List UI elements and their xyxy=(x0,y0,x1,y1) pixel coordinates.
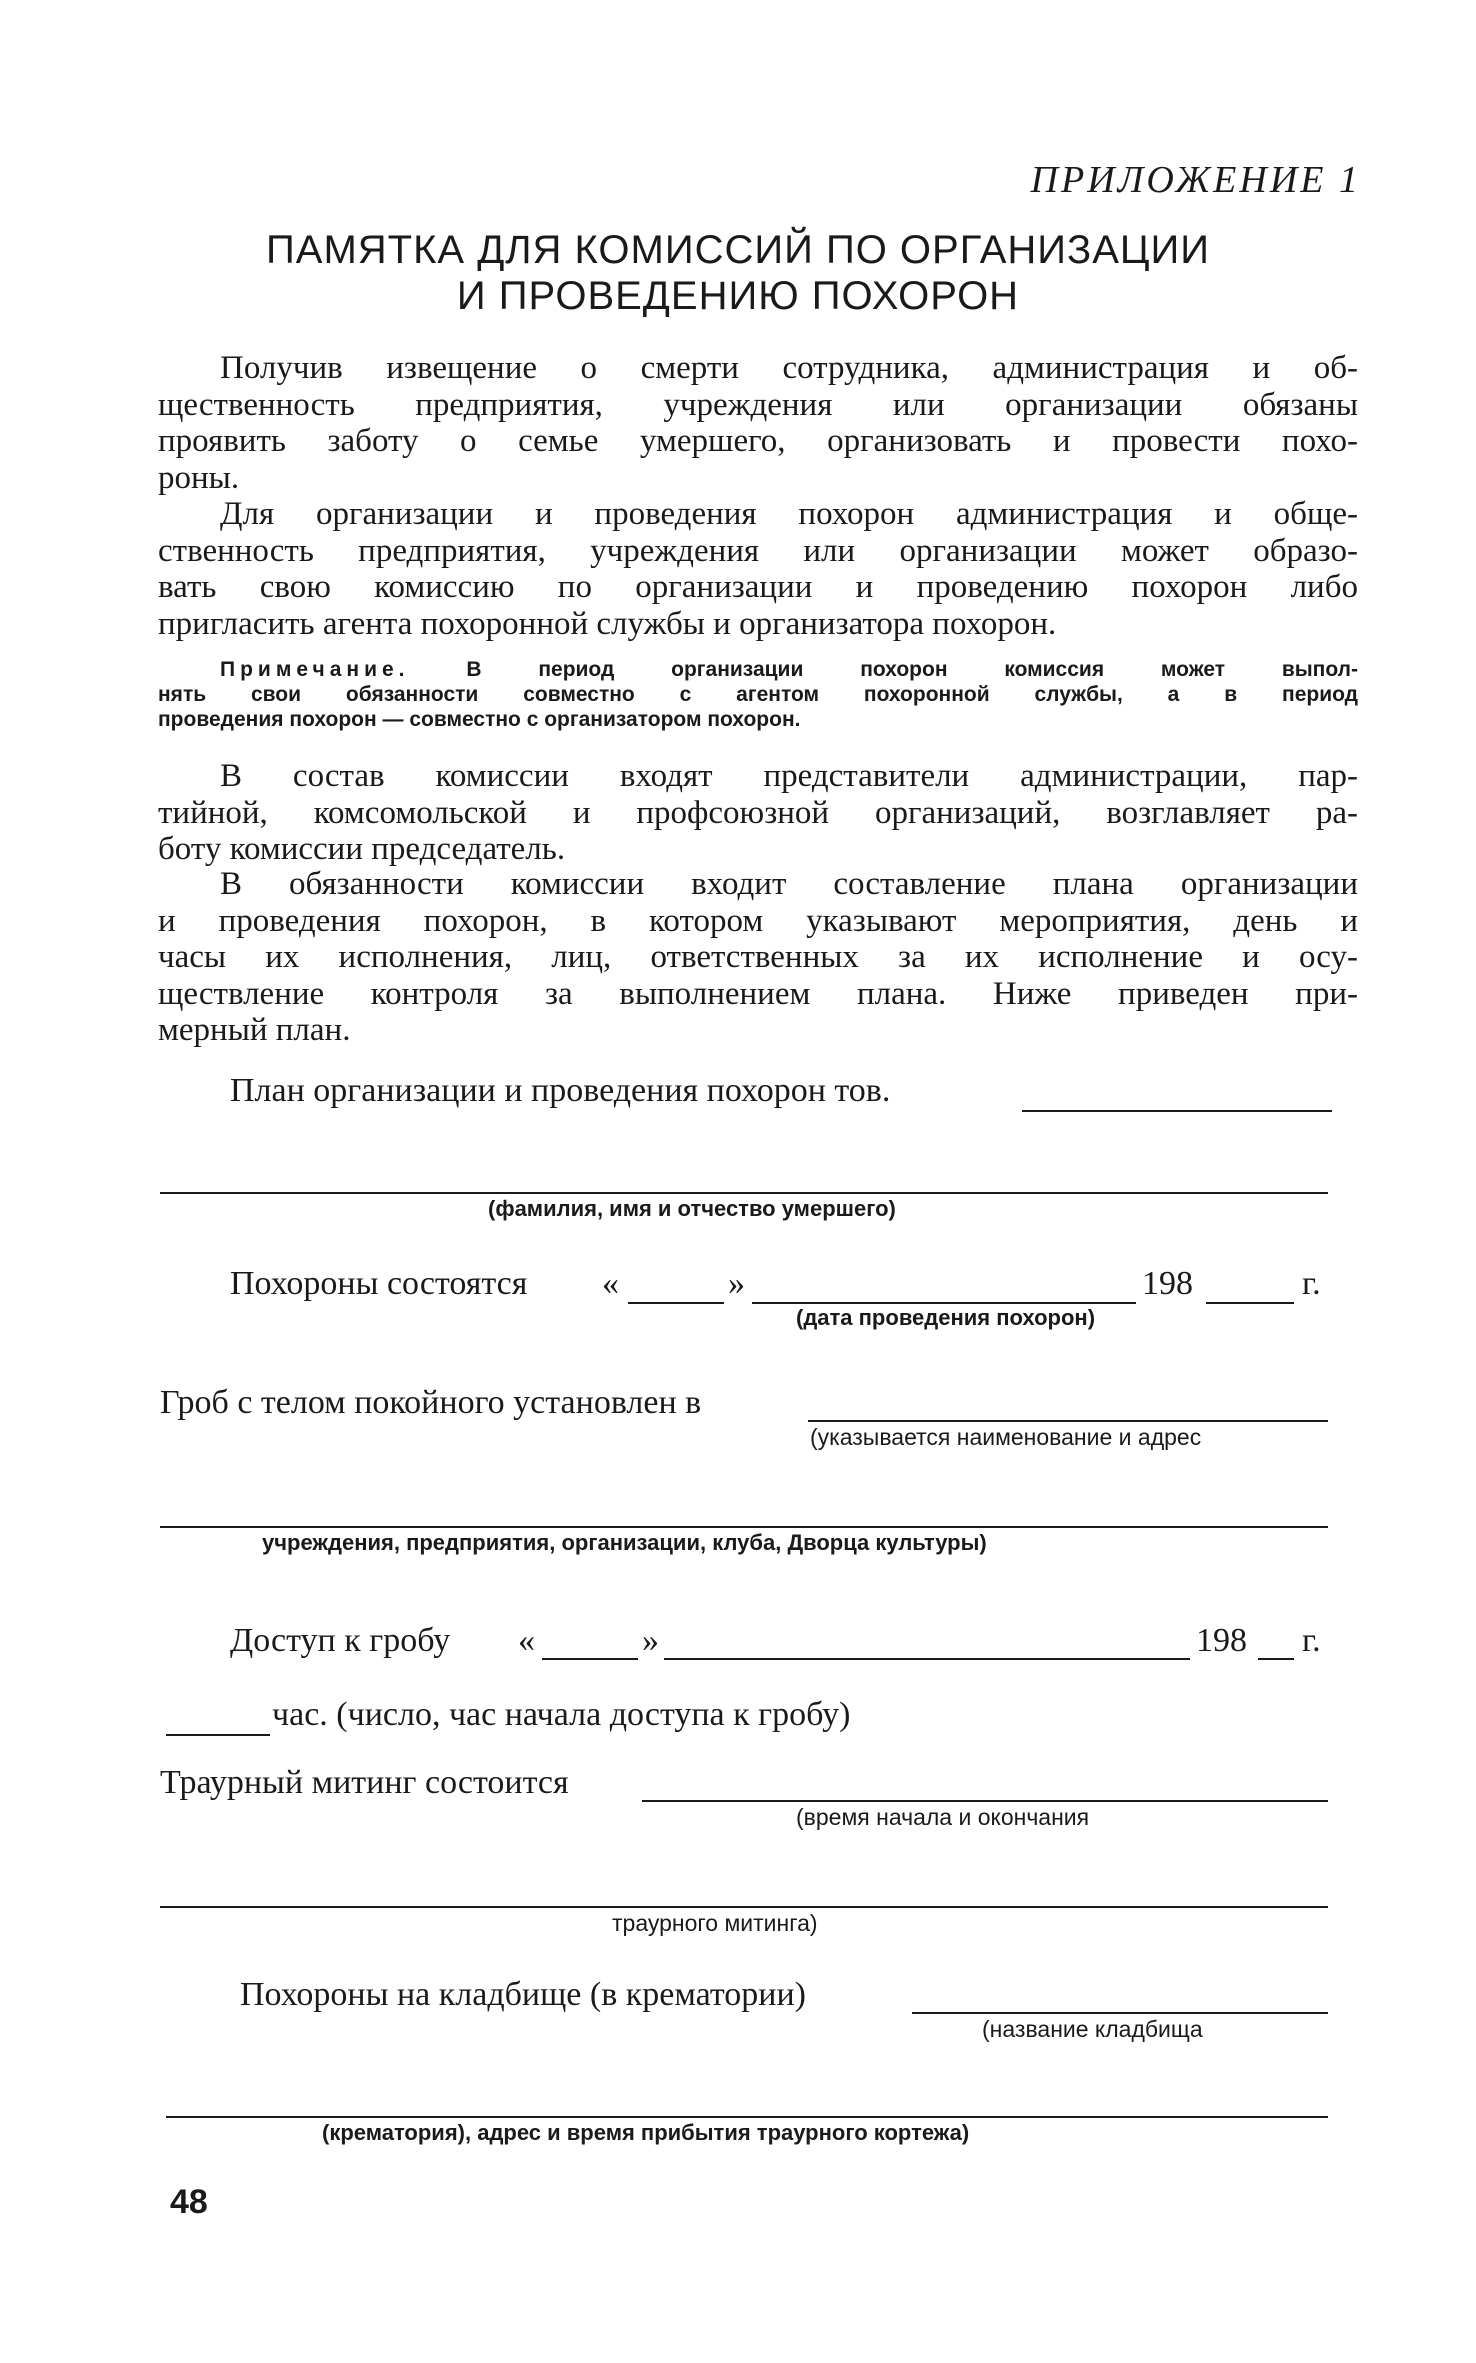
meeting-time-field-continued[interactable] xyxy=(160,1906,1328,1908)
note-text: В период организации похорон комиссия может выпол- xyxy=(466,658,1358,681)
access-year-field[interactable] xyxy=(1258,1658,1294,1660)
access-year-suffix: г. xyxy=(1302,1622,1321,1659)
access-hour-field[interactable] xyxy=(166,1734,270,1736)
coffin-location-field[interactable] xyxy=(808,1420,1328,1422)
paragraph-2 xyxy=(158,496,1358,642)
deceased-name-field-continued[interactable] xyxy=(160,1192,1328,1194)
access-hour-text: час. (число, час начала доступа к гробу) xyxy=(272,1696,851,1733)
title-line-2: И ПРОВЕДЕНИЮ ПОХОРОН xyxy=(456,274,1020,318)
caption-meeting-2: траурного митинга) xyxy=(612,1910,818,1936)
paragraph-line: тийной, комсомольской и профсоюзной организаций, возглавляет ра- xyxy=(158,794,1358,831)
funeral-year-field[interactable] xyxy=(1206,1302,1294,1304)
note-line-3: проведения похорон — совместно с организатором похорон. xyxy=(158,708,801,731)
paragraph-1 xyxy=(158,350,1358,496)
funeral-day-field[interactable] xyxy=(628,1302,724,1304)
paragraph-line: мерный план. xyxy=(158,1012,351,1048)
cemetery-name-field-continued[interactable] xyxy=(166,2116,1328,2118)
paragraph-line: щественность предприятия, учреждения или организации обязаны xyxy=(158,386,1358,423)
paragraph-line: ственность предприятия, учреждения или организации может образо- xyxy=(158,532,1358,569)
paragraph-line: пригласить агента похоронной службы и организатора похорон. xyxy=(158,605,1057,642)
note-block xyxy=(158,657,1358,732)
caption-cemetery-1: (название кладбища xyxy=(982,2016,1203,2042)
funeral-month-field[interactable] xyxy=(752,1302,1136,1304)
funeral-label: Похороны состоятся xyxy=(230,1265,528,1302)
caption-coffin-2: учреждения, предприятия, организации, клуба, Дворца культуры) xyxy=(262,1530,987,1555)
deceased-name-field[interactable] xyxy=(1022,1110,1332,1112)
paragraph-line: Получив извещение о смерти сотрудника, администрация и об- xyxy=(220,350,1358,386)
caption-date: (дата проведения похорон) xyxy=(796,1305,1096,1330)
coffin-location-field-continued[interactable] xyxy=(160,1526,1328,1528)
paragraph-line: и проведения похорон, в котором указывают мероприятия, день и xyxy=(158,902,1358,939)
quote-open: « xyxy=(602,1265,619,1302)
funeral-year-prefix: 198 xyxy=(1142,1265,1193,1302)
paragraph-line: В состав комиссии входят представители администрации, пар- xyxy=(220,758,1358,794)
caption-coffin-1: (указывается наименование и адрес xyxy=(810,1424,1202,1450)
caption-meeting-1: (время начала и окончания xyxy=(796,1804,1090,1830)
access-month-field[interactable] xyxy=(664,1658,1190,1660)
cemetery-label: Похороны на кладбище (в крематории) xyxy=(240,1976,806,2013)
coffin-label: Гроб с телом покойного установлен в xyxy=(160,1384,702,1421)
page-number: 48 xyxy=(170,2183,208,2221)
meeting-time-field[interactable] xyxy=(642,1800,1328,1802)
access-label: Доступ к гробу xyxy=(230,1622,451,1659)
access-quote-open: « xyxy=(518,1622,535,1659)
paragraph-4 xyxy=(158,866,1358,1049)
paragraph-line: роны. xyxy=(158,459,240,496)
quote-close: » xyxy=(728,1265,745,1302)
access-quote-close: » xyxy=(642,1622,659,1659)
funeral-year-suffix: г. xyxy=(1302,1265,1321,1302)
paragraph-line: проявить заботу о семье умершего, организовать и провести похо- xyxy=(158,423,1358,459)
paragraph-line: Для организации и проведения похорон администрация и обще- xyxy=(220,496,1358,532)
note-line-1 xyxy=(158,657,1358,682)
access-day-field[interactable] xyxy=(542,1658,638,1660)
paragraph-3 xyxy=(158,758,1358,868)
paragraph-line: В обязанности комиссии входит составление плана организации xyxy=(220,866,1358,902)
appendix-label: ПРИЛОЖЕНИЕ 1 xyxy=(1030,159,1361,201)
paragraph-line: часы их исполнения, лиц, ответственных за их исполнение и осу- xyxy=(158,939,1358,975)
caption-cemetery-2: (крематория), адрес и время прибытия траурного кортежа) xyxy=(322,2120,970,2145)
cemetery-name-field[interactable] xyxy=(912,2012,1328,2014)
caption-fio: (фамилия, имя и отчество умершего) xyxy=(488,1196,896,1221)
plan-label: План организации и проведения похорон тов. xyxy=(230,1072,891,1109)
title-line-1: ПАМЯТКА ДЛЯ КОМИССИЙ ПО ОРГАНИЗАЦИИ xyxy=(266,228,1210,272)
paragraph-line: боту комиссии председатель. xyxy=(158,831,566,867)
paragraph-line: ществление контроля за выполнением плана. Ниже приведен при- xyxy=(158,975,1358,1012)
meeting-label: Траурный митинг состоится xyxy=(160,1764,569,1801)
access-year-prefix: 198 xyxy=(1196,1622,1247,1659)
note-label: Примечание. xyxy=(220,658,410,681)
paragraph-line: вать свою комиссию по организации и проведению похорон либо xyxy=(158,569,1358,605)
note-line-2: нять свои обязанности совместно с агентом похоронной службы, а в период xyxy=(158,683,1358,706)
